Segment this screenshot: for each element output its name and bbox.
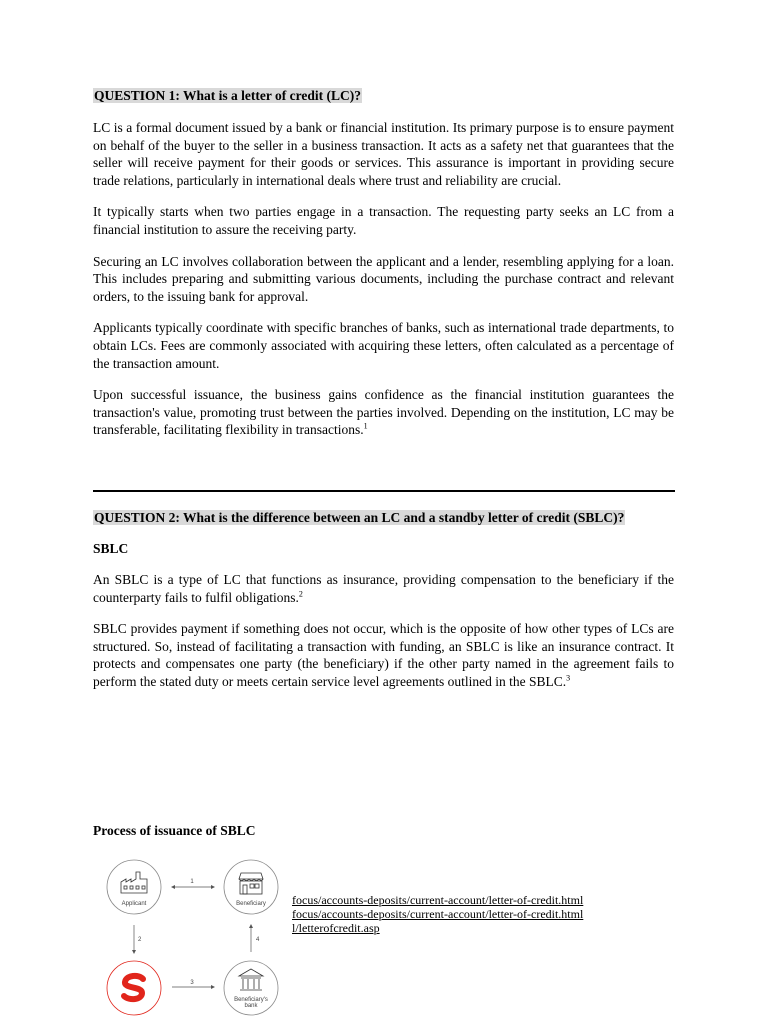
- sblc-process-diagram: [96, 852, 288, 1024]
- sblc-process-svg: [96, 852, 288, 1024]
- step-2-label: 2: [138, 937, 142, 943]
- beneficiary-node: [224, 860, 278, 914]
- question-2-heading: QUESTION 2: What is the difference between an LC and a standby letter of credit (SBLC)?: [94, 510, 625, 525]
- issuing-bank-node: [107, 961, 161, 1015]
- process-heading: Process of issuance of SBLC: [93, 823, 256, 838]
- question-1-section: [93, 87, 674, 439]
- footnote-links: [292, 893, 622, 935]
- step-1-label: 1: [190, 879, 194, 885]
- question-1-heading: QUESTION 1: What is a letter of credit (LC)?: [94, 88, 361, 103]
- applicant-node: [107, 860, 161, 914]
- step-4-label: 4: [256, 937, 260, 943]
- section-divider: [93, 490, 675, 492]
- q1-paragraph-1: LC is a formal document issued by a bank or financial institution. Its primary purpose is to ensure payment on behalf of the buyer to the seller in a business transaction. It acts as a safety net that guarantees that the seller will receive payment for their goods or services. This assurance is important in providing secure trade relations, particularly in international deals where trust and reliability are crucial.: [93, 120, 674, 188]
- beneficiary-bank-label-1: Beneficiary's: [234, 997, 268, 1003]
- beneficiary-bank-label-2: bank: [244, 1003, 258, 1009]
- beneficiary-bank-node: [224, 961, 278, 1015]
- step-3-label: 3: [190, 980, 194, 986]
- q2-paragraph-2: [93, 620, 674, 690]
- q1-paragraph-4: Applicants typically coordinate with specific branches of banks, such as international trade departments, to obtain LCs. Fees are commonly associated with acquiring these letters, often calculated as a percentage of the transaction amount.: [93, 320, 674, 371]
- q2-paragraph-2-text: SBLC provides payment if something does not occur, which is the opposite of how other types of LCs are structured. So, instead of facilitating a transaction with funding, an SBLC is like an insurance contract. It protects and compensates one party (the beneficiary) if the other party named in the agreement fails to perform the stated duty or meets certain service level agreements outlined in the SBLC.: [93, 621, 674, 689]
- beneficiary-label: Beneficiary: [236, 901, 266, 907]
- q2-paragraph-1-text: An SBLC is a type of LC that functions as insurance, providing compensation to the beneficiary if the counterparty fails to fulfil obligations.: [93, 572, 674, 605]
- applicant-label: Applicant: [121, 901, 147, 907]
- q1-paragraph-2: It typically starts when two parties engage in a transaction. The requesting party seeks an LC from a financial institution to assure the receiving party.: [93, 204, 674, 237]
- footnote-link-2[interactable]: focus/accounts-deposits/current-account/letter-of-credit.html: [292, 907, 584, 921]
- footnote-ref-2: 2: [298, 589, 303, 599]
- q2-paragraph-1: [93, 571, 674, 606]
- question-2-section: [93, 509, 674, 691]
- footnote-ref-3: 3: [566, 673, 571, 683]
- sblc-subheading: SBLC: [93, 541, 129, 556]
- footnote-link-1[interactable]: focus/accounts-deposits/current-account/letter-of-credit.html: [292, 893, 584, 907]
- q1-paragraph-5: [93, 386, 674, 439]
- footnote-ref-1: 1: [363, 421, 368, 431]
- q1-paragraph-5-text: Upon successful issuance, the business gains confidence as the financial institution guarantees the transaction's value, promoting trust between the parties involved. Depending on the institution, LC may be transferable, facilitating flexibility in transactions.: [93, 387, 674, 438]
- q1-paragraph-3: Securing an LC involves collaboration between the applicant and a lender, resembling applying for a loan. This includes preparing and submitting various documents, including the purchase contract and relevant orders, to the issuing bank for approval.: [93, 253, 674, 304]
- footnote-link-3[interactable]: l/letterofcredit.asp: [292, 921, 380, 935]
